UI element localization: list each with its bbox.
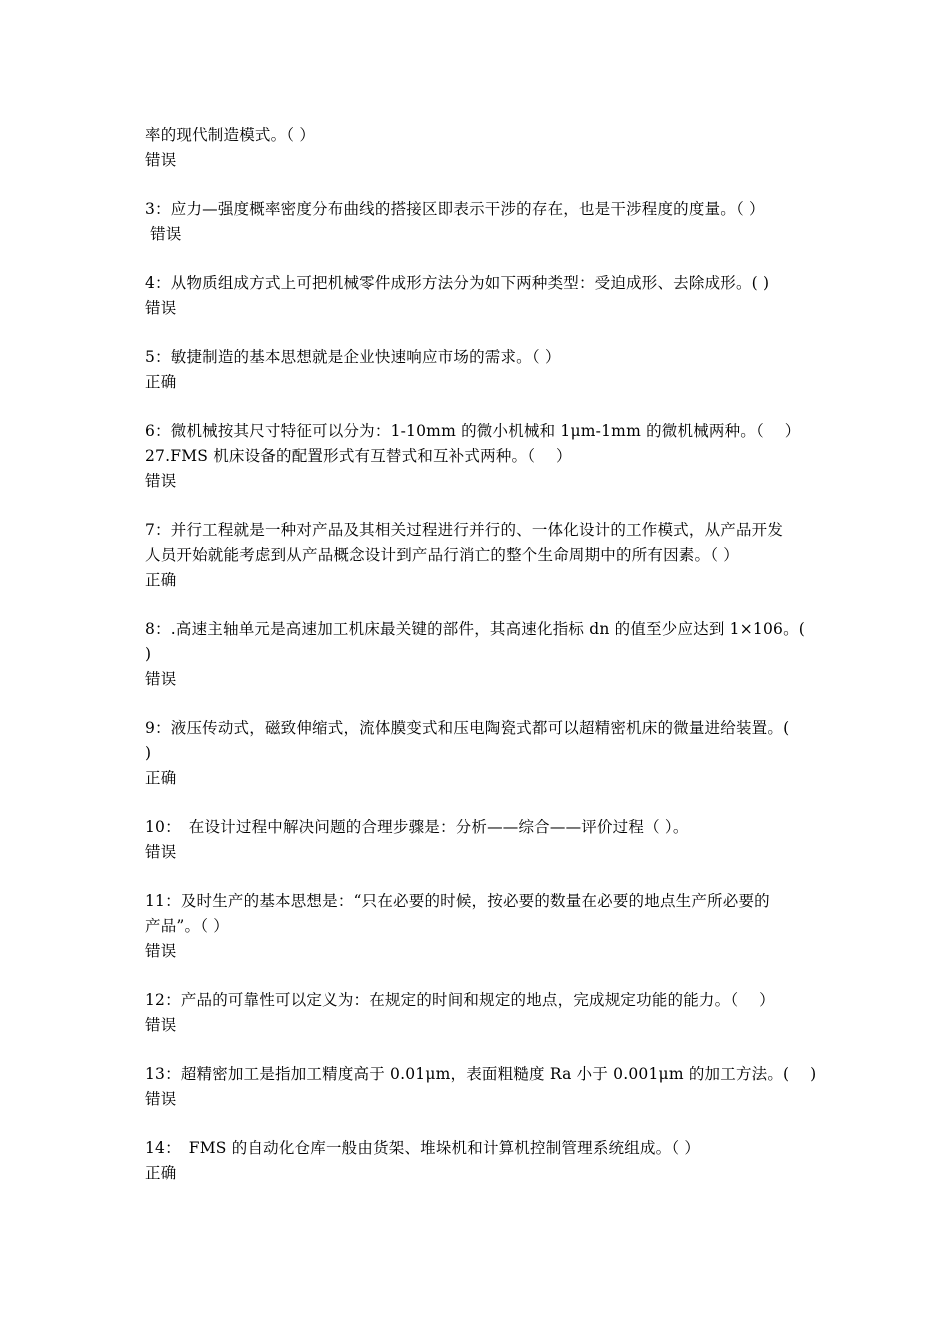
answer-text: 错误 <box>145 843 177 861</box>
question-item <box>145 889 810 964</box>
question-text: 4：从物质组成方式上可把机械零件成形方法分为如下两种类型：受迫成形、去除成形。( ) <box>145 274 770 292</box>
question-item <box>145 271 810 321</box>
question-text: 10： 在设计过程中解决问题的合理步骤是：分析——综合——评价过程（ ）。 <box>145 818 689 836</box>
question-text-continued: 产品”。（ ） <box>145 917 230 935</box>
question-item <box>145 123 810 173</box>
question-text: 5：敏捷制造的基本思想就是企业快速响应市场的需求。（ ） <box>145 348 561 366</box>
question-item <box>145 1062 817 1112</box>
question-item <box>145 1136 810 1186</box>
question-text: 3：应力—强度概率密度分布曲线的搭接区即表示干涉的存在，也是干涉程度的度量。（ ） <box>145 200 765 218</box>
question-text-continued: ) <box>145 744 152 762</box>
document-page <box>145 123 817 1210</box>
question-text: 11：及时生产的基本思想是：“只在必要的时候，按必要的数量在必要的地点生产所必要的 <box>145 892 770 910</box>
question-item <box>145 419 810 494</box>
question-item <box>145 345 810 395</box>
question-text: 率的现代制造模式。（ ） <box>145 126 316 144</box>
question-item <box>145 716 810 791</box>
question-item <box>145 518 810 593</box>
question-text: 13：超精密加工是指加工精度高于 0.01μm，表面粗糙度 Ra 小于 0.001μm 的加工方法。( ) <box>145 1065 817 1083</box>
question-text: 7：并行工程就是一种对产品及其相关过程进行并行的、一体化设计的工作模式，从产品开发 <box>145 521 784 539</box>
question-text: 6：微机械按其尺寸特征可以分为：1-10mm 的微小机械和 1μm-1mm 的微机械两种。（ ） <box>145 422 801 440</box>
question-text-continued: 27.FMS 机床设备的配置形式有互替式和互补式两种。（ ） <box>145 447 572 465</box>
question-text-continued: 人员开始就能考虑到从产品概念设计到产品行消亡的整个生命周期中的所有因素。（ ） <box>145 546 739 564</box>
question-text: 14： FMS 的自动化仓库一般由货架、堆垛机和计算机控制管理系统组成。（ ） <box>145 1139 701 1157</box>
answer-text: 正确 <box>145 1164 177 1182</box>
answer-text: 错误 <box>145 670 177 688</box>
question-item <box>145 988 810 1038</box>
question-text: 12：产品的可靠性可以定义为：在规定的时间和规定的地点，完成规定功能的能力。（ ） <box>145 991 775 1009</box>
question-text: 9：液压传动式，磁致伸缩式，流体膜变式和压电陶瓷式都可以超精密机床的微量进给装置。( <box>145 719 790 737</box>
answer-text: 错误 <box>145 1016 177 1034</box>
question-text-continued: ) <box>145 645 152 663</box>
answer-text: 正确 <box>145 571 177 589</box>
answer-text: 错误 <box>145 472 177 490</box>
question-item <box>145 197 810 247</box>
answer-text: 正确 <box>145 769 177 787</box>
answer-text: 错误 <box>145 942 177 960</box>
question-item <box>145 815 810 865</box>
answer-text: 错误 <box>145 299 177 317</box>
question-item <box>145 617 810 692</box>
answer-text: 错误 <box>145 225 182 243</box>
answer-text: 错误 <box>145 1090 177 1108</box>
answer-text: 错误 <box>145 151 177 169</box>
question-text: 8：.高速主轴单元是高速加工机床最关键的部件，其高速化指标 dn 的值至少应达到 1×106。( <box>145 620 806 638</box>
answer-text: 正确 <box>145 373 177 391</box>
